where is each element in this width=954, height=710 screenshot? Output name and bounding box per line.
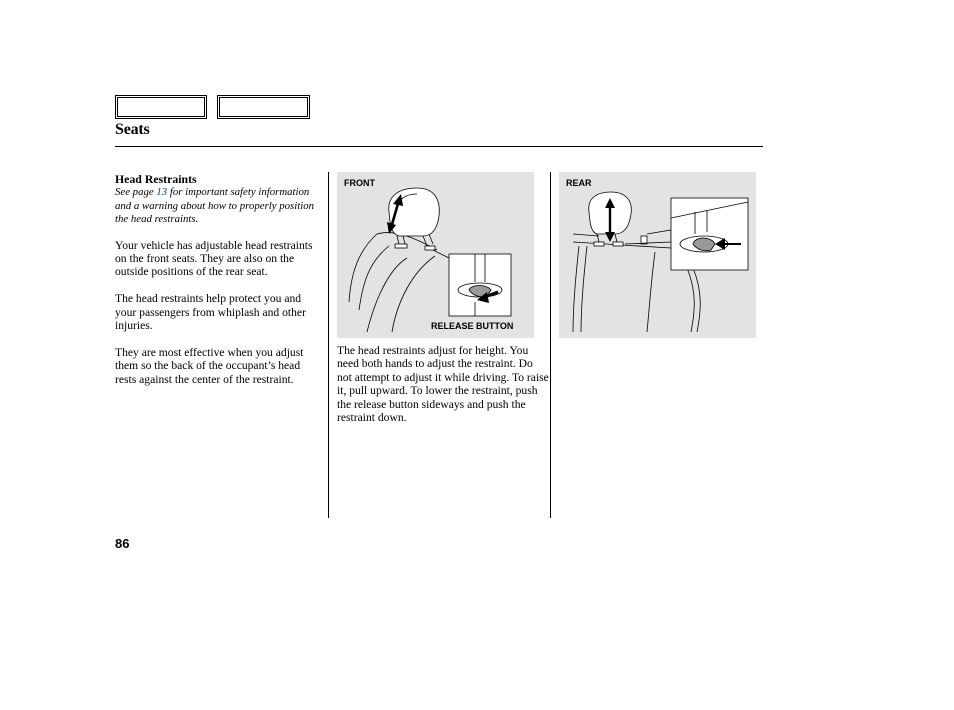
title-divider [115, 146, 763, 147]
paragraph-3: They are most effective when you adjust them so the back of the occupant’s head rests against the center of the restraint. [115, 345, 304, 386]
reference-suffix: for important safety information and a warning about how to properly position the head restraints. [115, 186, 315, 225]
release-button-callout: RELEASE BUTTON [431, 321, 514, 331]
left-column [115, 172, 320, 400]
adjustment-instructions: The head restraints adjust for height. You need both hands to adjust the restraint. Do not attempt to adjust it while driving. To raise it, pull upward. To lower the restraint, push the release button sideways and push the restraint down. [337, 344, 549, 425]
rear-seat-illustration [559, 172, 756, 338]
column-divider-2 [550, 172, 551, 518]
page-title: Seats [115, 121, 150, 138]
front-figure-label: FRONT [344, 178, 375, 188]
paragraph-1: Your vehicle has adjustable head restraints on the front seats. They are also on the outside positions of the rear seat. [115, 238, 313, 279]
nav-tab-1[interactable] [115, 95, 207, 119]
reference-page-link[interactable]: 13 [156, 186, 168, 198]
page-reference [115, 186, 320, 227]
section-heading: Head Restraints [115, 172, 197, 186]
page-number: 86 [115, 536, 130, 551]
paragraph-2: The head restraints help protect you and your passengers from whiplash and other injuries. [115, 292, 306, 333]
column-divider-1 [328, 172, 329, 518]
reference-prefix: See page [115, 186, 157, 198]
front-seat-illustration [337, 172, 534, 338]
rear-figure-label: REAR [566, 178, 592, 188]
nav-tab-2[interactable] [217, 95, 310, 119]
front-head-restraint-figure [337, 172, 534, 338]
rear-head-restraint-figure [559, 172, 756, 338]
